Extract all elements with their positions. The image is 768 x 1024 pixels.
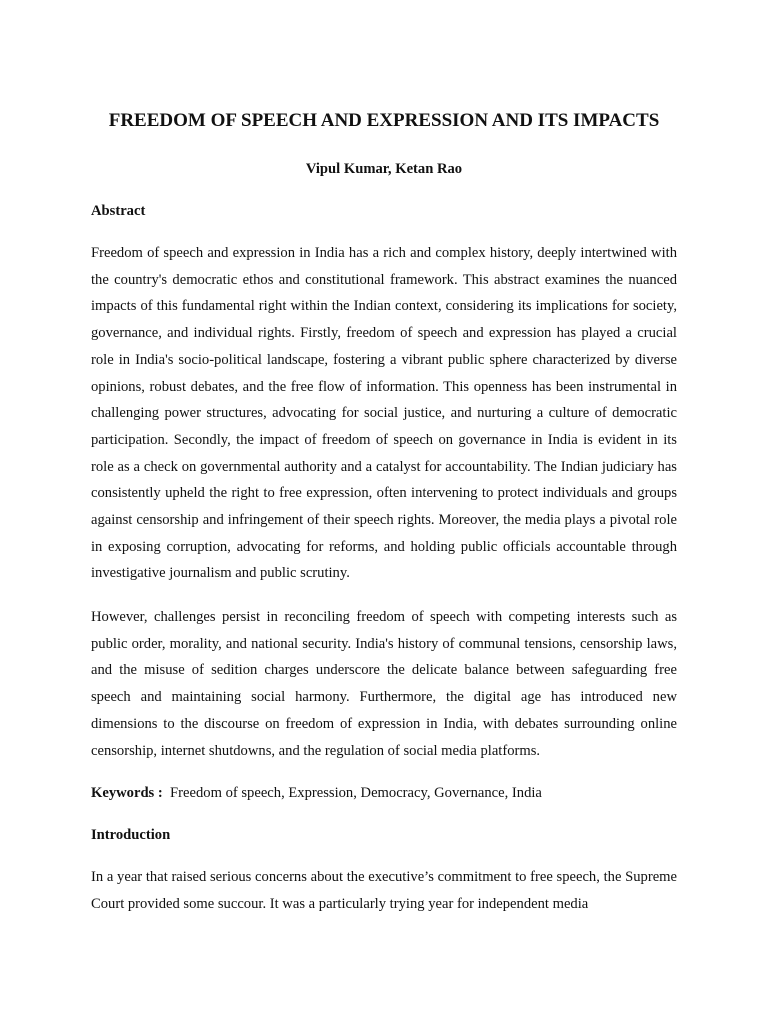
abstract-paragraph-1: Freedom of speech and expression in India has a rich and complex history, deeply intertwined with the country's democratic ethos and constitutional framework. This abstract examines the nuanced impacts of this fundamental right within the Indian context, considering its implications for society, governance, and individual rights. Firstly, freedom of speech and expression has played a crucial role in India's socio-political landscape, fostering a vibrant public sphere characterized by diverse opinions, robust debates, and the free flow of information. This openness has been instrumental in challenging power structures, advocating for social justice, and nurturing a culture of democratic participation. Secondly, the impact of freedom of speech on governance in India is evident in its role as a check on governmental authority and a catalyst for accountability. The Indian judiciary has consistently upheld the right to free expression, often intervening to protect individuals and groups against censorship and infringement of their speech rights. Moreover, the media plays a pivotal role in exposing corruption, advocating for reforms, and holding public officials accountable through investigative journalism and public scrutiny. <box>91 245 677 582</box>
abstract-heading: Abstract <box>91 203 146 219</box>
keywords-label: Keywords : <box>91 785 163 801</box>
introduction-heading: Introduction <box>91 827 171 843</box>
keywords-text: Freedom of speech, Expression, Democracy, Governance, India <box>170 785 542 801</box>
keywords-line <box>91 783 677 803</box>
abstract-paragraph-2: However, challenges persist in reconciling freedom of speech with competing interests such as public order, morality, and national security. India's history of communal tensions, censorship laws, and the misuse of sedition charges underscore the delicate balance between safeguarding free speech and maintaining social harmony. Furthermore, the digital age has introduced new dimensions to the discourse on freedom of expression in India, with debates surrounding online censorship, internet shutdowns, and the regulation of social media platforms. <box>91 609 677 759</box>
document-authors: Vipul Kumar, Ketan Rao <box>305 161 463 177</box>
introduction-paragraph: In a year that raised serious concerns about the executive’s commitment to free speech, the Supreme Court provided some succour. It was a particularly trying year for independent media <box>91 869 677 912</box>
document-title: FREEDOM OF SPEECH AND EXPRESSION AND ITS IMPACTS <box>108 110 660 131</box>
